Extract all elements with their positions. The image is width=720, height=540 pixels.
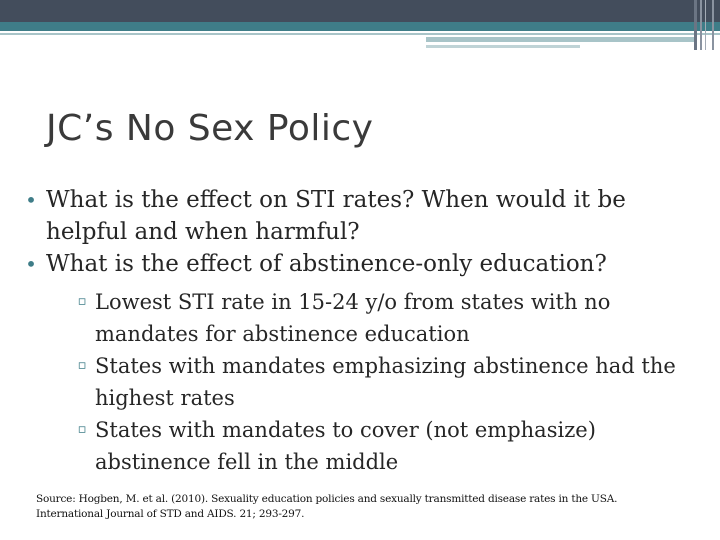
- slide-body: [22, 184, 702, 478]
- sub-bullet-text: States with mandates to cover (not emphasize) abstinence fell in the middle: [95, 418, 596, 474]
- header-vertical-bar: [712, 0, 714, 50]
- sub-bullet-text: Lowest STI rate in 15-24 y/o from states with no mandates for abstinence education: [95, 290, 611, 346]
- header-band-dark: [0, 0, 720, 22]
- sub-bullet-list: [22, 286, 702, 478]
- sub-bullet-square-icon: ▫: [77, 422, 87, 437]
- bullet-text: What is the effect on STI rates? When would it be helpful and when harmful?: [46, 187, 626, 245]
- header-vertical-bar: [705, 0, 706, 50]
- header-band-teal: [0, 22, 720, 31]
- header-accent-stripe-short: [426, 45, 580, 48]
- slide-title: JC’s No Sex Policy: [46, 108, 374, 149]
- header-accent-stripe: [426, 37, 696, 42]
- source-line: International Journal of STD and AIDS. 21; 293-297.: [36, 508, 305, 520]
- header-band-line: [0, 33, 720, 35]
- header-vertical-bar: [700, 0, 702, 50]
- bullet-dot-icon: •: [25, 188, 37, 212]
- header-vertical-bar: [694, 0, 697, 50]
- sub-bullet-text: States with mandates emphasizing abstinence had the highest rates: [95, 354, 676, 410]
- bullet-item: [22, 248, 702, 280]
- sub-bullet-item: [75, 350, 702, 414]
- source-line: Source: Hogben, M. et al. (2010). Sexuality education policies and sexually transmitted disease rates in the USA.: [36, 493, 618, 505]
- sub-bullet-item: [75, 286, 702, 350]
- bullet-item: [22, 184, 702, 248]
- source-citation: [36, 492, 686, 522]
- bullet-text: What is the effect of abstinence-only education?: [46, 251, 607, 277]
- sub-bullet-item: [75, 414, 702, 478]
- sub-bullet-square-icon: ▫: [77, 358, 87, 373]
- bullet-dot-icon: •: [25, 252, 37, 276]
- sub-bullet-square-icon: ▫: [77, 294, 87, 309]
